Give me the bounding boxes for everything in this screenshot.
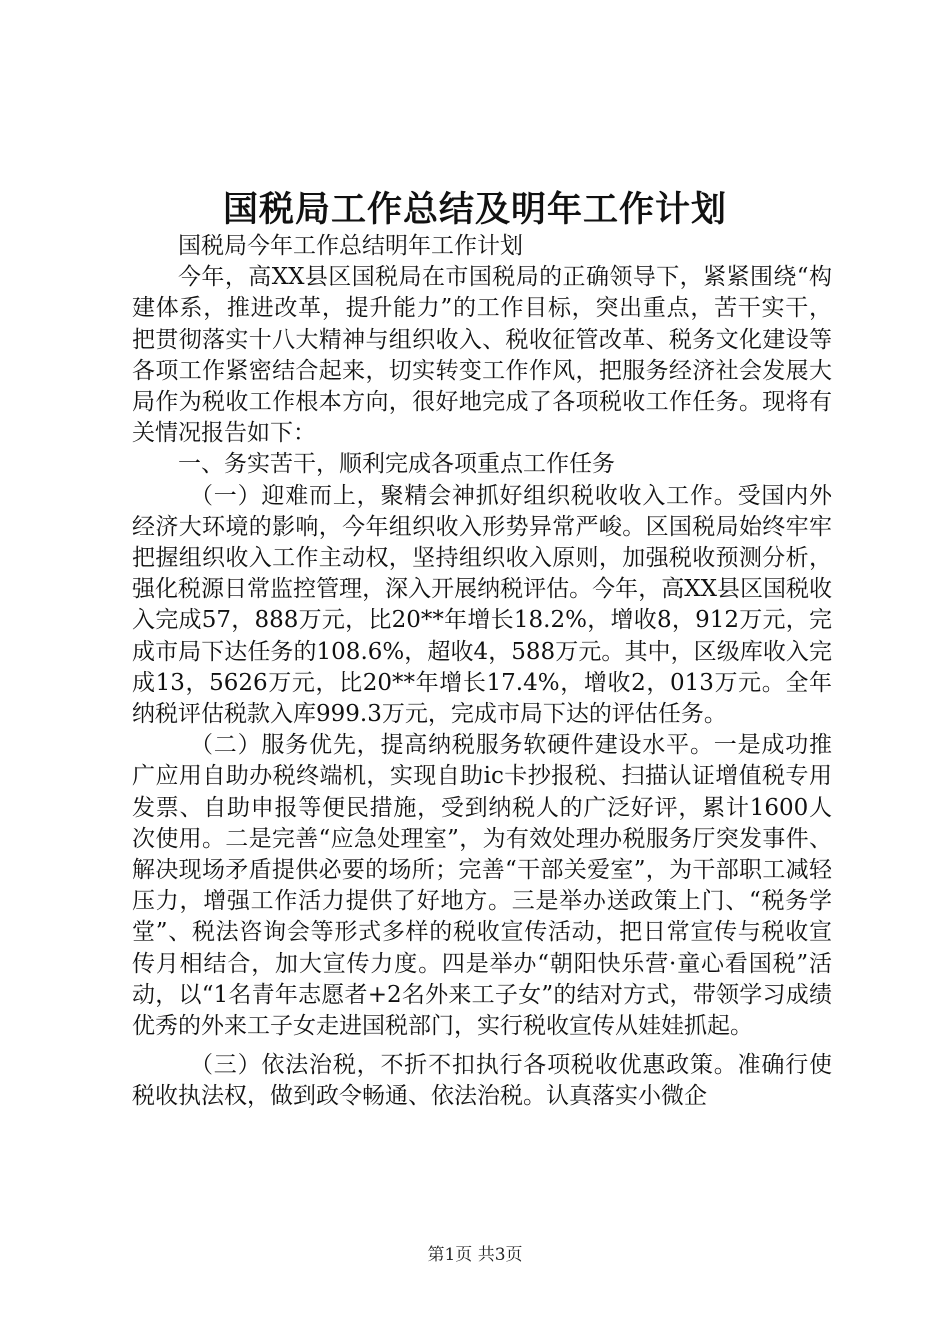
- document-body: [132, 231, 832, 1113]
- section-3-paragraph: （三）依法治税，不折不扣执行各项税收优惠政策。准确行使税收执法权，做到政令畅通、依法治税。认真落实小微企: [132, 1052, 832, 1110]
- document-title: 国税局工作总结及明年工作计划: [222, 189, 727, 230]
- page-footer: 第1页 共3页: [427, 1245, 523, 1265]
- subtitle-paragraph: 国税局今年工作总结明年工作计划: [178, 233, 523, 259]
- section-1-paragraph: （一）迎难而上，聚精会神抓好组织税收收入工作。受国内外经济大环境的影响，今年组织收入形势异常严峻。区国税局始终牢牢把握组织收入工作主动权，坚持组织收入原则，加强税收预测分析，强化税源日常监控管理，深入开展纳税评估。今年，高XX县区国税收入完成57，888万元，比20**年增长18.2%，增收8，912万元，完成市局下达任务的108.6%，超收4，588万元。其中，区级库收入完成13，5626万元，比20**年增长17.4%，增收2，013万元。全年纳税评估税款入库999.3万元，完成市局下达的评估任务。: [132, 482, 832, 728]
- section-2-paragraph: （二）服务优先，提高纳税服务软硬件建设水平。一是成功推广应用自助办税终端机，实现自助ic卡抄报税、扫描认证增值税专用发票、自助申报等便民措施，受到纳税人的广泛好评，累计1600人次使用。二是完善“应急处理室”，为有效处理办税服务厅突发事件、解决现场矛盾提供必要的场所；完善“干部关爱室”，为干部职工减轻压力，增强工作活力提供了好地方。三是举办送政策上门、“税务学堂”、税法咨询会等形式多样的税收宣传活动，把日常宣传与税收宣传月相结合，加大宣传力度。四是举办“朝阳快乐营·童心看国税”活动，以“1名青年志愿者+2名外来工子女”的结对方式，带领学习成绩优秀的外来工子女走进国税部门，实行税收宣传从娃娃抓起。: [132, 732, 832, 1040]
- section-heading: 一、务实苦干，顺利完成各项重点工作任务: [178, 451, 615, 478]
- intro-paragraph: 今年，高XX县区国税局在市国税局的正确领导下，紧紧围绕“构建体系，推进改革，提升能力”的工作目标，突出重点，苦干实干，把贯彻落实十八大精神与组织收入、税收征管改革、税务文化建设等各项工作紧密结合起来，切实转变工作作风，把服务经济社会发展大局作为税收工作根本方向，很好地完成了各项税收工作任务。现将有关情况报告如下：: [132, 264, 832, 447]
